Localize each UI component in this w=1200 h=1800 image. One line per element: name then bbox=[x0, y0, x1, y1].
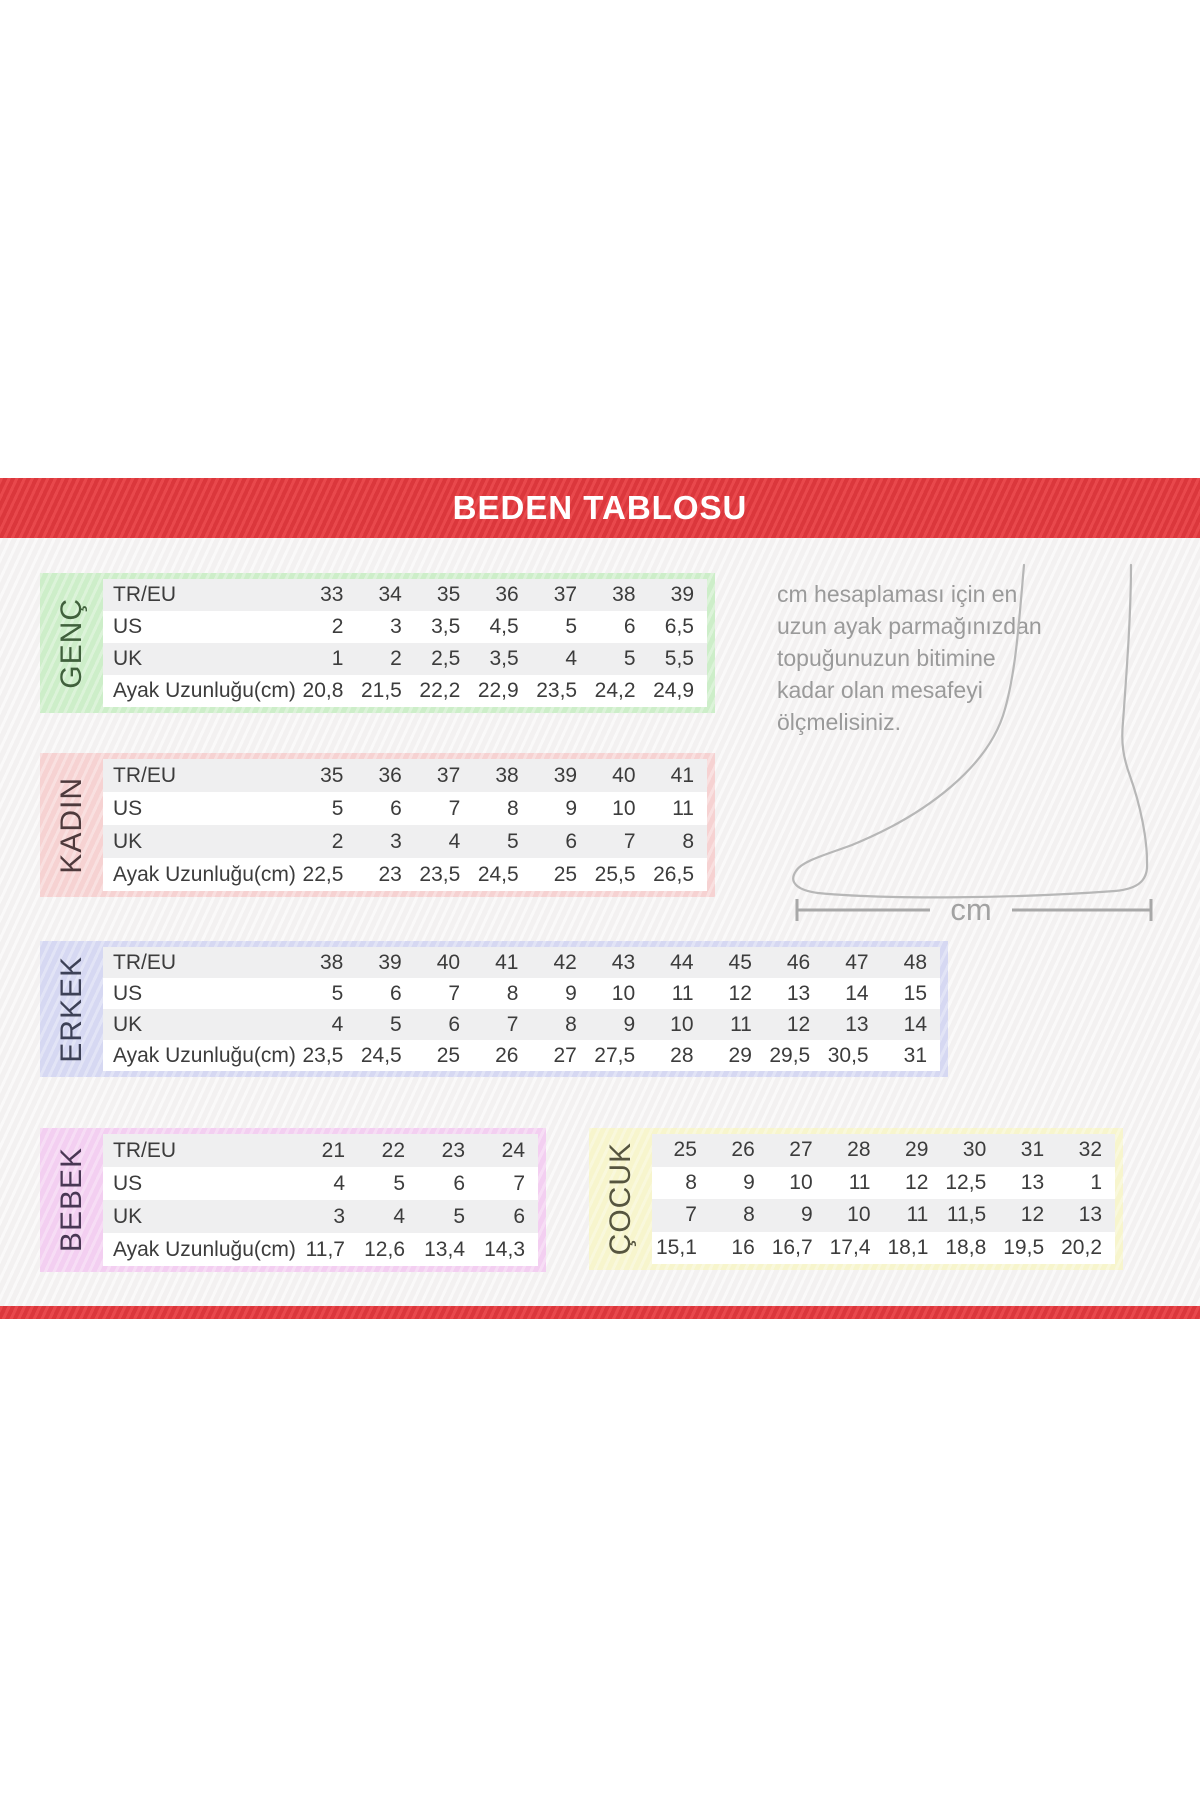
size-value-cell: 7 bbox=[448, 981, 461, 1005]
size-value-cell: 4 bbox=[565, 647, 578, 670]
size-value-cell: 38 bbox=[495, 763, 519, 787]
size-value-cell: 25,5 bbox=[594, 862, 636, 886]
size-value-cell: 15,1 bbox=[656, 1235, 697, 1259]
size-value-cell: 4,5 bbox=[489, 615, 519, 638]
size-value-cell: 23,5 bbox=[419, 862, 461, 886]
size-value-cell: 12 bbox=[728, 981, 752, 1005]
size-table-genc-grid bbox=[103, 573, 715, 713]
size-value-cell: 12,5 bbox=[945, 1170, 987, 1194]
size-table-kadin-grid bbox=[103, 753, 715, 897]
size-value-cell: 8 bbox=[685, 1170, 697, 1194]
size-table bbox=[103, 1134, 538, 1266]
size-value-cell: 12 bbox=[786, 1012, 811, 1036]
size-value-cell: 8 bbox=[682, 829, 694, 853]
size-value-cell: 47 bbox=[845, 950, 869, 974]
size-value-cell: 45 bbox=[728, 950, 752, 974]
size-value-cell: 3 bbox=[333, 1204, 345, 1228]
size-value-cell: 11 bbox=[672, 796, 694, 820]
size-value-cell: 29,5 bbox=[769, 1043, 811, 1067]
size-value-cell: 2 bbox=[331, 615, 344, 638]
size-value-cell: 2,5 bbox=[431, 647, 461, 670]
size-value-cell: 31 bbox=[903, 1043, 927, 1067]
size-value-cell: 21 bbox=[321, 1138, 345, 1162]
row-label-cell: Ayak Uzunluğu(cm) bbox=[113, 1043, 296, 1067]
size-value-cell: 28 bbox=[670, 1043, 694, 1067]
size-value-cell: 10 bbox=[611, 981, 636, 1005]
size-value-cell: 14 bbox=[845, 981, 869, 1005]
size-value-cell: 11,7 bbox=[305, 1237, 345, 1261]
size-value-cell: 23 bbox=[378, 862, 402, 886]
size-table-erkek-grid bbox=[103, 941, 948, 1077]
size-value-cell: 11 bbox=[671, 981, 694, 1005]
size-value-cell: 29 bbox=[905, 1138, 929, 1162]
size-value-cell: 3 bbox=[390, 829, 402, 853]
size-value-cell: 14 bbox=[903, 1012, 927, 1036]
size-value-cell: 35 bbox=[436, 583, 461, 606]
size-table-cocuk bbox=[589, 1128, 1123, 1270]
size-value-cell: 6,5 bbox=[664, 615, 694, 638]
size-value-cell: 35 bbox=[320, 763, 344, 787]
size-table-cocuk-grid bbox=[652, 1128, 1123, 1270]
size-table-erkek-label-strip bbox=[40, 941, 103, 1077]
size-value-cell: 6 bbox=[448, 1012, 461, 1036]
size-value-cell: 28 bbox=[847, 1138, 871, 1162]
size-value-cell: 33 bbox=[320, 583, 344, 606]
size-table-row bbox=[103, 611, 707, 643]
size-value-cell: 9 bbox=[743, 1170, 755, 1194]
size-value-cell: 7 bbox=[623, 829, 636, 853]
size-value-cell: 6 bbox=[565, 829, 578, 853]
size-value-cell: 18,8 bbox=[945, 1235, 987, 1259]
size-table-row bbox=[652, 1199, 1115, 1232]
size-table bbox=[103, 759, 707, 891]
row-label-cell: TR/EU bbox=[113, 1138, 176, 1162]
size-value-cell: 8 bbox=[506, 981, 519, 1005]
size-value-cell: 24,9 bbox=[653, 679, 694, 702]
size-value-cell: 39 bbox=[670, 583, 694, 606]
size-value-cell: 5 bbox=[507, 829, 519, 853]
size-value-cell: 15 bbox=[903, 981, 927, 1005]
size-value-cell: 30 bbox=[962, 1138, 987, 1162]
size-table-row bbox=[103, 1134, 538, 1167]
page-title: BEDEN TABLOSU bbox=[452, 489, 748, 526]
size-table-row bbox=[103, 1009, 940, 1040]
size-value-cell: 6 bbox=[390, 796, 402, 820]
size-value-cell: 3,5 bbox=[489, 647, 519, 670]
size-value-cell: 7 bbox=[513, 1171, 525, 1195]
row-label-cell: Ayak Uzunluğu(cm) bbox=[113, 679, 296, 702]
size-value-cell: 20,2 bbox=[1061, 1235, 1102, 1259]
size-value-cell: 3,5 bbox=[431, 615, 461, 638]
size-table-row bbox=[652, 1167, 1115, 1200]
size-value-cell: 34 bbox=[378, 583, 402, 606]
size-value-cell: 13 bbox=[1020, 1170, 1045, 1194]
size-table-row bbox=[652, 1134, 1115, 1167]
size-value-cell: 43 bbox=[611, 950, 636, 974]
size-value-cell: 48 bbox=[903, 950, 927, 974]
size-value-cell: 26,5 bbox=[653, 862, 694, 886]
size-value-cell: 44 bbox=[670, 950, 694, 974]
size-value-cell: 23,5 bbox=[302, 1043, 344, 1067]
size-value-cell: 4 bbox=[331, 1012, 344, 1036]
title-banner bbox=[0, 478, 1200, 538]
size-value-cell: 5,5 bbox=[664, 647, 694, 670]
size-value-cell: 9 bbox=[800, 1203, 813, 1227]
size-value-cell: 13,4 bbox=[424, 1237, 465, 1261]
size-table-genc-label: GENÇ bbox=[54, 597, 88, 689]
size-value-cell: 13 bbox=[845, 1012, 869, 1036]
size-table-row bbox=[103, 759, 707, 792]
row-label-cell: TR/EU bbox=[113, 950, 176, 974]
size-value-cell: 42 bbox=[553, 950, 577, 974]
size-value-cell: 29 bbox=[728, 1043, 752, 1067]
size-value-cell: 24,5 bbox=[477, 862, 519, 886]
size-value-cell: 37 bbox=[553, 583, 578, 606]
size-value-cell: 7 bbox=[685, 1203, 697, 1227]
size-value-cell: 5 bbox=[331, 981, 344, 1005]
size-value-cell: 14,3 bbox=[484, 1237, 525, 1261]
size-value-cell: 22 bbox=[381, 1138, 405, 1162]
bottom-accent-strip bbox=[0, 1306, 1200, 1319]
size-value-cell: 20,8 bbox=[302, 679, 344, 702]
size-value-cell: 40 bbox=[436, 950, 461, 974]
size-value-cell: 8 bbox=[507, 796, 519, 820]
size-value-cell: 11 bbox=[906, 1203, 929, 1227]
instruction-line: uzun ayak parmağınızdan bbox=[777, 613, 1042, 639]
row-label-cell: US bbox=[113, 981, 143, 1005]
row-label-cell: Ayak Uzunluğu(cm) bbox=[113, 1237, 296, 1261]
instruction-line: ölçmelisiniz. bbox=[777, 709, 901, 735]
size-value-cell: 17,4 bbox=[829, 1235, 871, 1259]
size-table-row bbox=[652, 1232, 1115, 1265]
size-value-cell: 8 bbox=[743, 1203, 755, 1227]
size-value-cell: 37 bbox=[436, 763, 461, 787]
foot-outline-path bbox=[793, 565, 1147, 897]
size-value-cell: 38 bbox=[612, 583, 636, 606]
size-value-cell: 32 bbox=[1078, 1138, 1102, 1162]
row-label-cell: Ayak Uzunluğu(cm) bbox=[113, 862, 296, 886]
row-label-cell: UK bbox=[113, 647, 143, 670]
size-value-cell: 5 bbox=[331, 796, 344, 820]
size-table-erkek-label: ERKEK bbox=[54, 955, 88, 1063]
size-value-cell: 1 bbox=[1090, 1170, 1102, 1194]
size-value-cell: 8 bbox=[565, 1012, 577, 1036]
size-value-cell: 6 bbox=[513, 1204, 525, 1228]
size-table-row bbox=[103, 1040, 940, 1071]
row-label-cell: US bbox=[113, 1171, 143, 1195]
size-value-cell: 26 bbox=[495, 1043, 519, 1067]
size-value-cell: 10 bbox=[847, 1203, 871, 1227]
size-value-cell: 21,5 bbox=[360, 679, 402, 702]
size-value-cell: 7 bbox=[506, 1012, 519, 1036]
size-table-row bbox=[103, 947, 940, 978]
instruction-line: cm hesaplaması için en bbox=[777, 581, 1018, 607]
size-value-cell: 4 bbox=[333, 1171, 345, 1195]
size-table-row bbox=[103, 579, 707, 611]
size-table-row bbox=[103, 792, 707, 825]
size-value-cell: 39 bbox=[378, 950, 402, 974]
instruction-line: kadar olan mesafeyi bbox=[777, 677, 983, 703]
instruction-line: topuğunuzun bitimine bbox=[777, 645, 996, 671]
size-table-kadin-label: KADIN bbox=[54, 776, 88, 874]
size-table-row bbox=[103, 978, 940, 1009]
size-value-cell: 24 bbox=[501, 1138, 525, 1162]
size-value-cell: 6 bbox=[390, 981, 402, 1005]
size-value-cell: 39 bbox=[553, 763, 578, 787]
size-value-cell: 41 bbox=[670, 763, 694, 787]
size-table-row bbox=[103, 643, 707, 675]
row-label-cell: UK bbox=[113, 829, 143, 853]
size-value-cell: 22,2 bbox=[419, 679, 461, 702]
cm-unit-label: cm bbox=[950, 892, 992, 927]
size-value-cell: 2 bbox=[390, 647, 402, 670]
size-value-cell: 5 bbox=[393, 1171, 405, 1195]
size-value-cell: 40 bbox=[612, 763, 636, 787]
size-value-cell: 5 bbox=[390, 1012, 402, 1036]
size-table bbox=[103, 947, 940, 1071]
size-value-cell: 25 bbox=[553, 862, 578, 886]
size-table-cocuk-label-strip bbox=[589, 1128, 652, 1270]
size-value-cell: 10 bbox=[789, 1170, 813, 1194]
size-value-cell: 26 bbox=[731, 1138, 755, 1162]
foot-outline-icon bbox=[780, 552, 1172, 927]
size-value-cell: 25 bbox=[673, 1138, 697, 1162]
row-label-cell: US bbox=[113, 796, 143, 820]
size-table-row bbox=[103, 1233, 538, 1266]
size-value-cell: 4 bbox=[393, 1204, 405, 1228]
size-value-cell: 22,5 bbox=[302, 862, 344, 886]
size-value-cell: 5 bbox=[453, 1204, 465, 1228]
row-label-cell: UK bbox=[113, 1012, 143, 1036]
size-value-cell: 13 bbox=[786, 981, 811, 1005]
size-value-cell: 9 bbox=[565, 981, 577, 1005]
size-value-cell: 7 bbox=[448, 796, 461, 820]
size-value-cell: 27,5 bbox=[594, 1043, 636, 1067]
size-value-cell: 5 bbox=[565, 615, 578, 638]
size-table bbox=[652, 1134, 1115, 1264]
size-value-cell: 41 bbox=[495, 950, 519, 974]
size-table-row bbox=[103, 858, 707, 891]
size-value-cell: 18,1 bbox=[887, 1235, 929, 1259]
size-value-cell: 12 bbox=[905, 1170, 929, 1194]
size-table-bebek-label: BEBEK bbox=[54, 1147, 88, 1253]
size-value-cell: 11 bbox=[730, 1012, 752, 1036]
size-table-row bbox=[103, 675, 707, 707]
size-table-genc bbox=[40, 573, 715, 713]
size-value-cell: 12,6 bbox=[364, 1237, 405, 1261]
size-value-cell: 46 bbox=[786, 950, 811, 974]
size-value-cell: 1 bbox=[331, 647, 344, 670]
size-table-bebek bbox=[40, 1128, 546, 1272]
size-value-cell: 23 bbox=[441, 1138, 465, 1162]
size-value-cell: 12 bbox=[1020, 1203, 1045, 1227]
size-value-cell: 11 bbox=[848, 1170, 871, 1194]
row-label-cell: TR/EU bbox=[113, 583, 176, 606]
size-value-cell: 25 bbox=[436, 1043, 461, 1067]
size-value-cell: 24,2 bbox=[594, 679, 636, 702]
size-value-cell: 16,7 bbox=[771, 1235, 813, 1259]
size-value-cell: 22,9 bbox=[477, 679, 519, 702]
size-value-cell: 30,5 bbox=[827, 1043, 869, 1067]
size-value-cell: 31 bbox=[1020, 1138, 1045, 1162]
size-table-row bbox=[103, 825, 707, 858]
size-value-cell: 27 bbox=[553, 1043, 577, 1067]
size-value-cell: 4 bbox=[448, 829, 461, 853]
size-value-cell: 27 bbox=[789, 1138, 813, 1162]
size-table-row bbox=[103, 1167, 538, 1200]
size-value-cell: 16 bbox=[731, 1235, 755, 1259]
size-table-kadin-label-strip bbox=[40, 753, 103, 897]
size-value-cell: 5 bbox=[623, 647, 636, 670]
size-table bbox=[103, 579, 707, 707]
size-value-cell: 2 bbox=[331, 829, 344, 853]
size-table-row bbox=[103, 1200, 538, 1233]
row-label-cell: UK bbox=[113, 1204, 143, 1228]
size-value-cell: 10 bbox=[612, 796, 636, 820]
size-table-erkek bbox=[40, 941, 948, 1077]
size-value-cell: 36 bbox=[378, 763, 402, 787]
size-value-cell: 36 bbox=[495, 583, 519, 606]
size-table-bebek-grid bbox=[103, 1128, 546, 1272]
size-value-cell: 9 bbox=[565, 796, 578, 820]
size-value-cell: 11,5 bbox=[946, 1203, 987, 1227]
size-value-cell: 23,5 bbox=[536, 679, 578, 702]
row-label-cell: TR/EU bbox=[113, 763, 176, 787]
size-table-genc-label-strip bbox=[40, 573, 103, 713]
size-value-cell: 13 bbox=[1078, 1203, 1102, 1227]
size-value-cell: 24,5 bbox=[360, 1043, 402, 1067]
foot-illustration bbox=[780, 552, 1172, 927]
size-table-cocuk-label: ÇOCUK bbox=[603, 1142, 637, 1256]
size-value-cell: 6 bbox=[623, 615, 636, 638]
size-value-cell: 9 bbox=[623, 1012, 636, 1036]
row-label-cell: US bbox=[113, 615, 143, 638]
size-value-cell: 19,5 bbox=[1003, 1235, 1045, 1259]
size-value-cell: 3 bbox=[390, 615, 402, 638]
size-table-kadin bbox=[40, 753, 715, 897]
size-table-bebek-label-strip bbox=[40, 1128, 103, 1272]
size-value-cell: 6 bbox=[453, 1171, 465, 1195]
size-value-cell: 10 bbox=[670, 1012, 694, 1036]
size-value-cell: 38 bbox=[320, 950, 344, 974]
